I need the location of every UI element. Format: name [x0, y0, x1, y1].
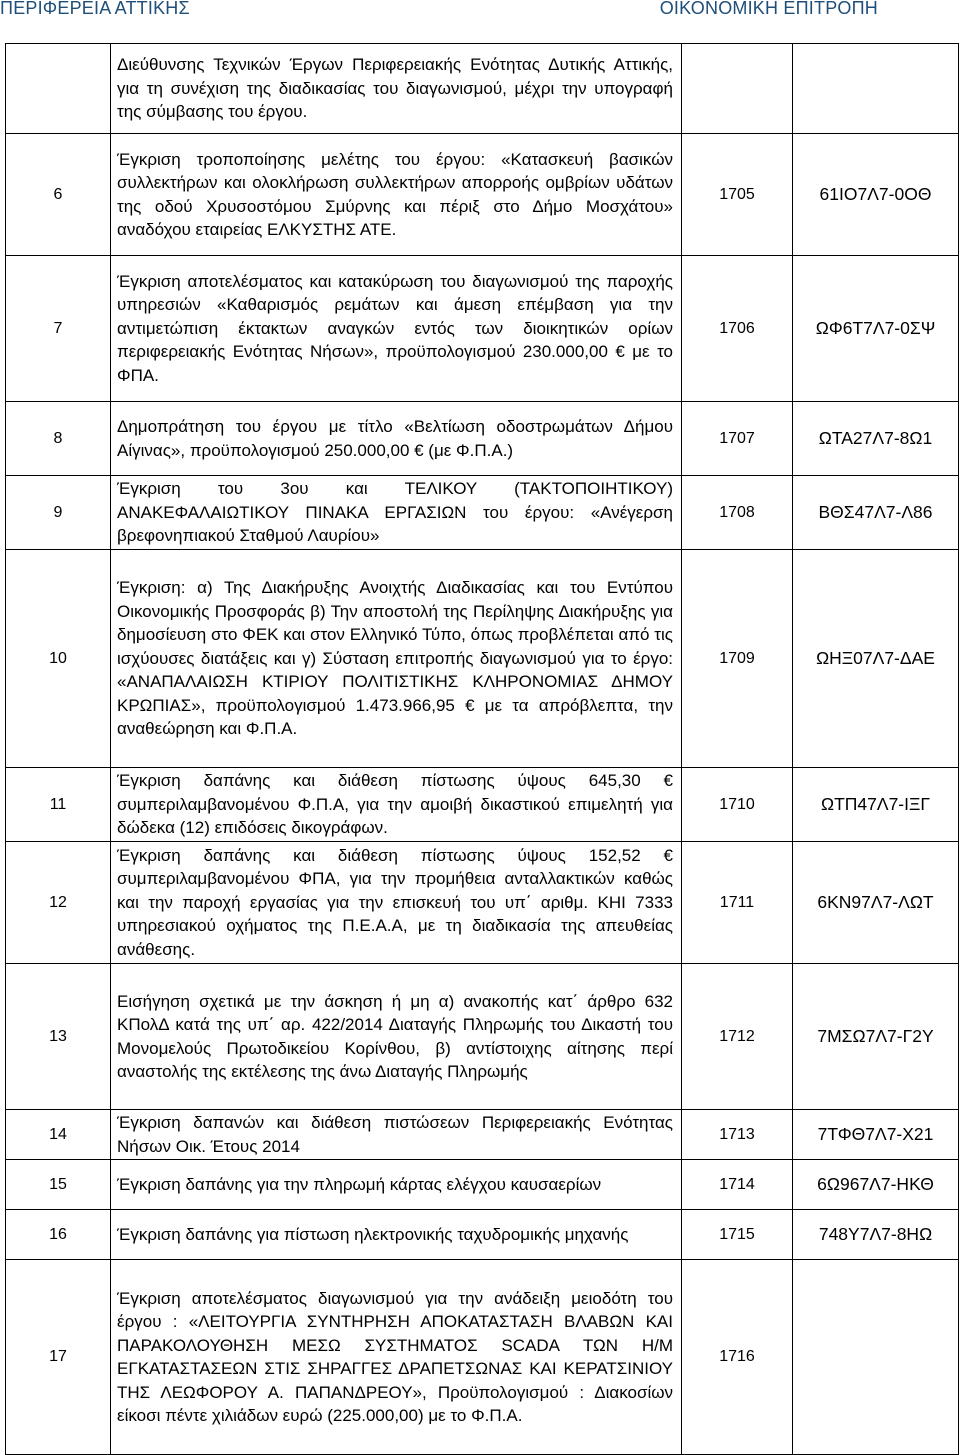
table-row — [6, 1110, 959, 1160]
decision-number: 1715 — [682, 1210, 793, 1260]
decision-number: 1716 — [682, 1260, 793, 1455]
decision-number: 1712 — [682, 964, 793, 1110]
item-number: 11 — [6, 768, 111, 842]
ada-code: ΩΤΠ47Λ7-ΙΞΓ — [793, 768, 959, 842]
item-description: Έγκριση δαπάνης για την πληρωμή κάρτας ελέγχου καυσαερίων — [111, 1160, 682, 1210]
item-description: Διεύθυνσης Τεχνικών Έργων Περιφερειακής Ενότητας Δυτικής Αττικής, για τη συνέχιση της διαδικασίας του διαγωνισμού, μέχρι την υπογραφή της σύμβασης του έργου. — [111, 44, 682, 134]
item-number — [6, 44, 111, 134]
table-row — [6, 768, 959, 842]
item-description: Δημοπράτηση του έργου με τίτλο «Βελτίωση οδοστρωμάτων Δήμου Αίγινας», προϋπολογισμού 250.000,00 € (με Φ.Π.Α.) — [111, 402, 682, 476]
ada-code: ΩΦ6Τ7Λ7-0ΣΨ — [793, 256, 959, 402]
table-row — [6, 1210, 959, 1260]
item-number: 10 — [6, 550, 111, 768]
ada-code: 6Ω967Λ7-ΗΚΘ — [793, 1160, 959, 1210]
page-header — [0, 0, 960, 24]
item-number: 6 — [6, 134, 111, 256]
table-row — [6, 842, 959, 964]
ada-code: 7ΜΣΩ7Λ7-Γ2Υ — [793, 964, 959, 1110]
decision-number: 1706 — [682, 256, 793, 402]
table-row — [6, 256, 959, 402]
decision-number: 1709 — [682, 550, 793, 768]
item-number: 14 — [6, 1110, 111, 1160]
table-row — [6, 134, 959, 256]
item-number: 15 — [6, 1160, 111, 1210]
item-description: Έγκριση: α) Της Διακήρυξης Ανοιχτής Διαδικασίας και του Εντύπου Οικονομικής Προσφοράς β) Την αποστολή της Περίληψης Διακήρυξης για δημοσίευση στο ΦΕΚ και στον Ελληνικό Τύπο, όπως προβλέπεται από τις ισχύουσες διατάξεις και γ) Σύσταση επιτροπής διαγωνισμού για το έργο: «ΑΝΑΠΑΛΑΙΩΣΗ ΚΤΙΡΙΟΥ ΠΟΛΙΤΙΣΤΙΚΗΣ ΚΛΗΡΟΝΟΜΙΑΣ ΔΗΜΟΥ ΚΡΩΠΙΑΣ», προϋπολογισμού 1.473.966,95 € με τα απρόβλεπτα, την αναθεώρηση και Φ.Π.Α. — [111, 550, 682, 768]
header-region-title: ΠΕΡΙΦΕΡΕΙΑ ΑΤΤΙΚΗΣ — [0, 0, 190, 18]
item-number: 12 — [6, 842, 111, 964]
ada-code: ΩΤΑ27Λ7-8Ω1 — [793, 402, 959, 476]
item-description: Έγκριση δαπανών και διάθεση πιστώσεων Περιφερειακής Ενότητας Νήσων Οικ. Έτους 2014 — [111, 1110, 682, 1160]
header-committee-title: ΟΙΚΟΝΟΜΙΚΗ ΕΠΙΤΡΟΠΗ — [659, 0, 878, 18]
table-row — [6, 476, 959, 550]
decision-number: 1711 — [682, 842, 793, 964]
item-description: Έγκριση δαπάνης και διάθεση πίστωσης ύψους 152,52 € συμπεριλαμβανομένου ΦΠΑ, για την προμήθεια ανταλλακτικών καθώς και την παροχή εργασίας για την επισκευή του υπ΄ αριθμ. ΚΗΙ 7333 υπηρεσιακού οχήματος της Π.Ε.Α.Α, με τη διαδικασία της απευθείας ανάθεσης. — [111, 842, 682, 964]
decision-number: 1713 — [682, 1110, 793, 1160]
ada-code: 7ΤΦΘ7Λ7-Χ21 — [793, 1110, 959, 1160]
ada-code — [793, 1260, 959, 1455]
decision-number: 1710 — [682, 768, 793, 842]
item-description: Έγκριση δαπάνης και διάθεση πίστωσης ύψους 645,30 € συμπεριλαμβανομένου Φ.Π.Α, για την αμοιβή δικαστικού επιμελητή για δώδεκα (12) επιδόσεις δικογράφων. — [111, 768, 682, 842]
item-description: Εισήγηση σχετικά με την άσκηση ή μη α) ανακοπής κατ΄ άρθρο 632 ΚΠολΔ κατά της υπ΄ αρ. 422/2014 Διαταγής Πληρωμής του Δικαστή του Μονομελούς Πρωτοδικείου Κορίνθου, β) αντίστοιχης αίτησης περί αναστολής της εκτέλεσης της άνω Διαταγής Πληρωμής — [111, 964, 682, 1110]
decisions-table — [5, 43, 959, 1455]
ada-code: 6ΚΝ97Λ7-ΛΩΤ — [793, 842, 959, 964]
ada-code: 61ΙΟ7Λ7-0ΟΘ — [793, 134, 959, 256]
table-row — [6, 1260, 959, 1455]
decision-number: 1707 — [682, 402, 793, 476]
ada-code — [793, 44, 959, 134]
item-number: 16 — [6, 1210, 111, 1260]
item-number: 13 — [6, 964, 111, 1110]
table-row — [6, 1160, 959, 1210]
table-row — [6, 550, 959, 768]
decision-number: 1705 — [682, 134, 793, 256]
ada-code: ΩΗΞ07Λ7-ΔΑΕ — [793, 550, 959, 768]
item-description: Έγκριση δαπάνης για πίστωση ηλεκτρονικής ταχυδρομικής μηχανής — [111, 1210, 682, 1260]
item-number: 8 — [6, 402, 111, 476]
ada-code: ΒΘΣ47Λ7-Λ86 — [793, 476, 959, 550]
item-number: 9 — [6, 476, 111, 550]
item-description: Έγκριση τροποποίησης μελέτης του έργου: «Κατασκευή βασικών συλλεκτήρων και ολοκλήρωση συλλεκτήρων απορροής ομβρίων υδάτων της οδού Χρυσοστόμου Σμύρνης και πέριξ στο Δήμο Μοσχάτου» αναδόχου εταιρείας ΕΛΚΥΣΤΗΣ ΑΤΕ. — [111, 134, 682, 256]
decision-number: 1714 — [682, 1160, 793, 1210]
item-description: Έγκριση του 3ου και ΤΕΛΙΚΟΥ (ΤΑΚΤΟΠΟΙΗΤΙΚΟΥ) ΑΝΑΚΕΦΑΛΑΙΩΤΙΚΟΥ ΠΙΝΑΚΑ ΕΡΓΑΣΙΩΝ του έργου: «Ανέγερση βρεφονηπιακού Σταθμού Λαυρίου» — [111, 476, 682, 550]
ada-code: 748Υ7Λ7-8ΗΩ — [793, 1210, 959, 1260]
table-row — [6, 44, 959, 134]
item-number: 7 — [6, 256, 111, 402]
table-row — [6, 402, 959, 476]
item-description: Έγκριση αποτελέσματος και κατακύρωση του διαγωνισμού της παροχής υπηρεσιών «Καθαρισμός ρεμάτων και άμεση επέμβαση για την αντιμετώπιση έκτακτων αναγκών εντός των διοικητικών ορίων περιφερειακής Ενότητας Νήσων», προϋπολογισμού 230.000,00 € με το ΦΠΑ. — [111, 256, 682, 402]
decision-number — [682, 44, 793, 134]
item-number: 17 — [6, 1260, 111, 1455]
table-row — [6, 964, 959, 1110]
decision-number: 1708 — [682, 476, 793, 550]
item-description: Έγκριση αποτελέσματος διαγωνισμού για την ανάδειξη μειοδότη του έργου : «ΛΕΙΤΟΥΡΓΙΑ ΣΥΝΤΗΡΗΣΗ ΑΠΟΚΑΤΑΣΤΑΣΗ ΒΛΑΒΩΝ ΚΑΙ ΠΑΡΑΚΟΛΟΥΘΗΣΗ ΜΕΣΩ ΣΥΣΤΗΜΑΤΟΣ SCADA ΤΩΝ Η/Μ ΕΓΚΑΤΑΣΤΑΣΕΩΝ ΣΤΙΣ ΣΗΡΑΓΓΕΣ ΔΡΑΠΕΤΣΩΝΑΣ ΚΑΙ ΚΕΡΑΤΣΙΝΙΟΥ ΤΗΣ ΛΕΩΦΟΡΟΥ Α. ΠΑΠΑΝΔΡΕΟΥ», Προϋπολογισμού : Διακοσίων είκοσι πέντε χιλιάδων ευρώ (225.000,00) με το Φ.Π.Α. — [111, 1260, 682, 1455]
